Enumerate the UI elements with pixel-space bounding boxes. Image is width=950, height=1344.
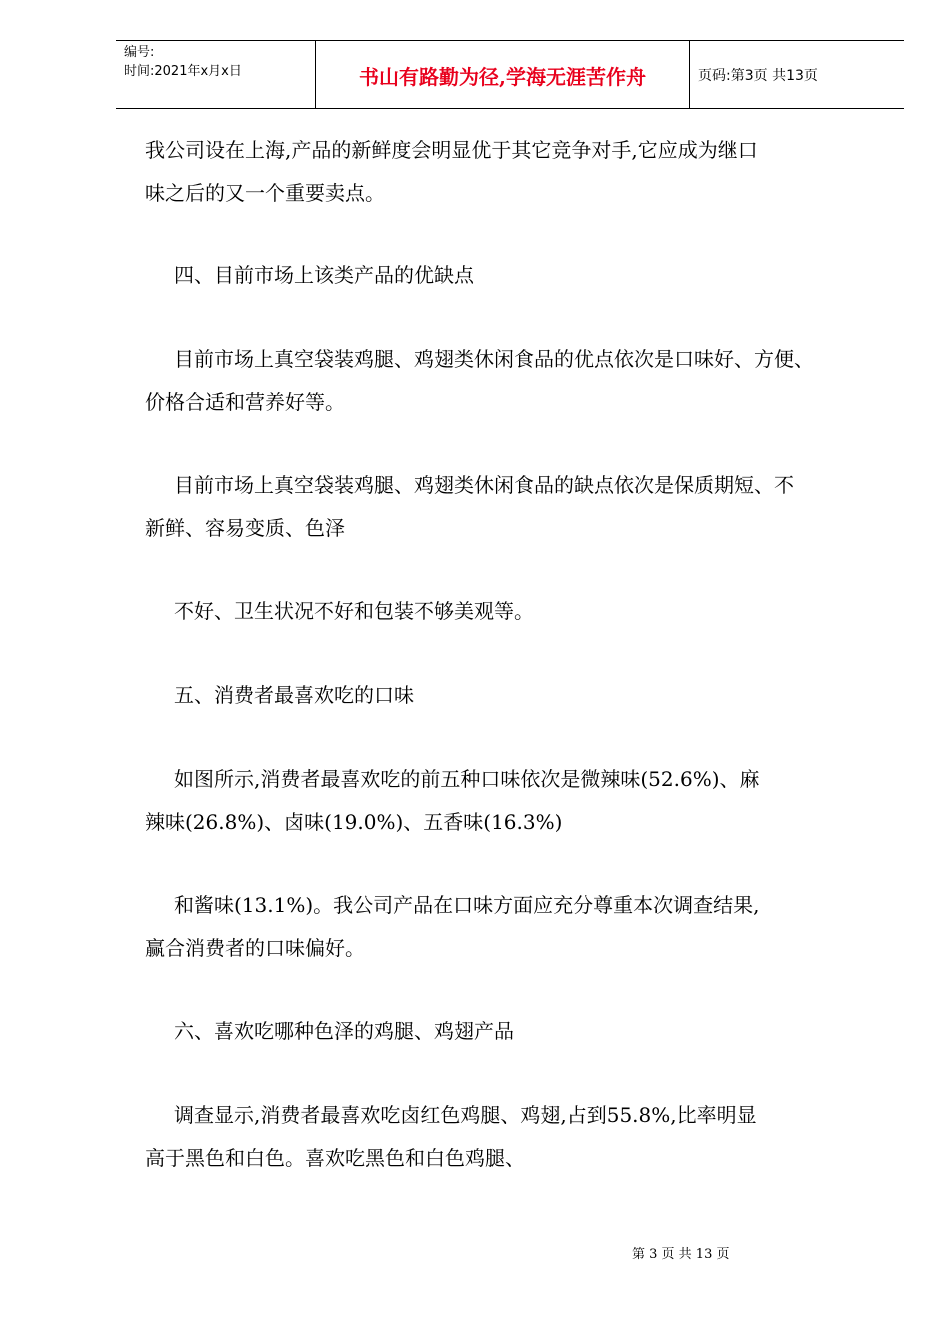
header-motto: 书山有路勤为径,学海无涯苦作舟 <box>359 65 646 89</box>
body-line: 目前市场上真空袋装鸡腿、鸡翅类休闲食品的优点依次是口味好、方便、 <box>174 347 814 371</box>
body-line: 和酱味(13.1%)。我公司产品在口味方面应充分尊重本次调查结果, <box>174 893 760 917</box>
header-page-cell <box>690 41 904 108</box>
body-line: 味之后的又一个重要卖点。 <box>145 181 385 205</box>
header-meta-cell <box>116 41 316 108</box>
section-heading: 四、目前市场上该类产品的优缺点 <box>174 263 474 287</box>
header-motto-cell <box>316 41 690 108</box>
page-footer: 第 3 页 共 13 页 <box>632 1247 730 1262</box>
page-header <box>116 40 904 109</box>
section-heading: 五、消费者最喜欢吃的口味 <box>174 683 414 707</box>
body-line: 高于黑色和白色。喜欢吃黑色和白色鸡腿、 <box>145 1146 525 1170</box>
header-page-number: 页码:第3页 共13页 <box>698 68 818 84</box>
body-line: 我公司设在上海,产品的新鲜度会明显优于其它竞争对手,它应成为继口 <box>145 138 758 162</box>
body-line: 价格合适和营养好等。 <box>145 390 345 414</box>
section-heading: 六、喜欢吃哪种色泽的鸡腿、鸡翅产品 <box>174 1019 514 1043</box>
body-line: 辣味(26.8%)、卤味(19.0%)、五香味(16.3%) <box>145 810 563 834</box>
document-time-label: 时间:2021年x月x日 <box>124 64 242 79</box>
document-number-label: 编号: <box>124 45 155 60</box>
body-line: 新鲜、容易变质、色泽 <box>145 516 345 540</box>
body-line: 目前市场上真空袋装鸡腿、鸡翅类休闲食品的缺点依次是保质期短、不 <box>174 473 794 497</box>
body-line: 不好、卫生状况不好和包装不够美观等。 <box>174 599 534 623</box>
body-line: 如图所示,消费者最喜欢吃的前五种口味依次是微辣味(52.6%)、麻 <box>174 767 760 791</box>
body-line: 调查显示,消费者最喜欢吃卤红色鸡腿、鸡翅,占到55.8%,比率明显 <box>174 1103 757 1127</box>
body-line: 赢合消费者的口味偏好。 <box>145 936 365 960</box>
